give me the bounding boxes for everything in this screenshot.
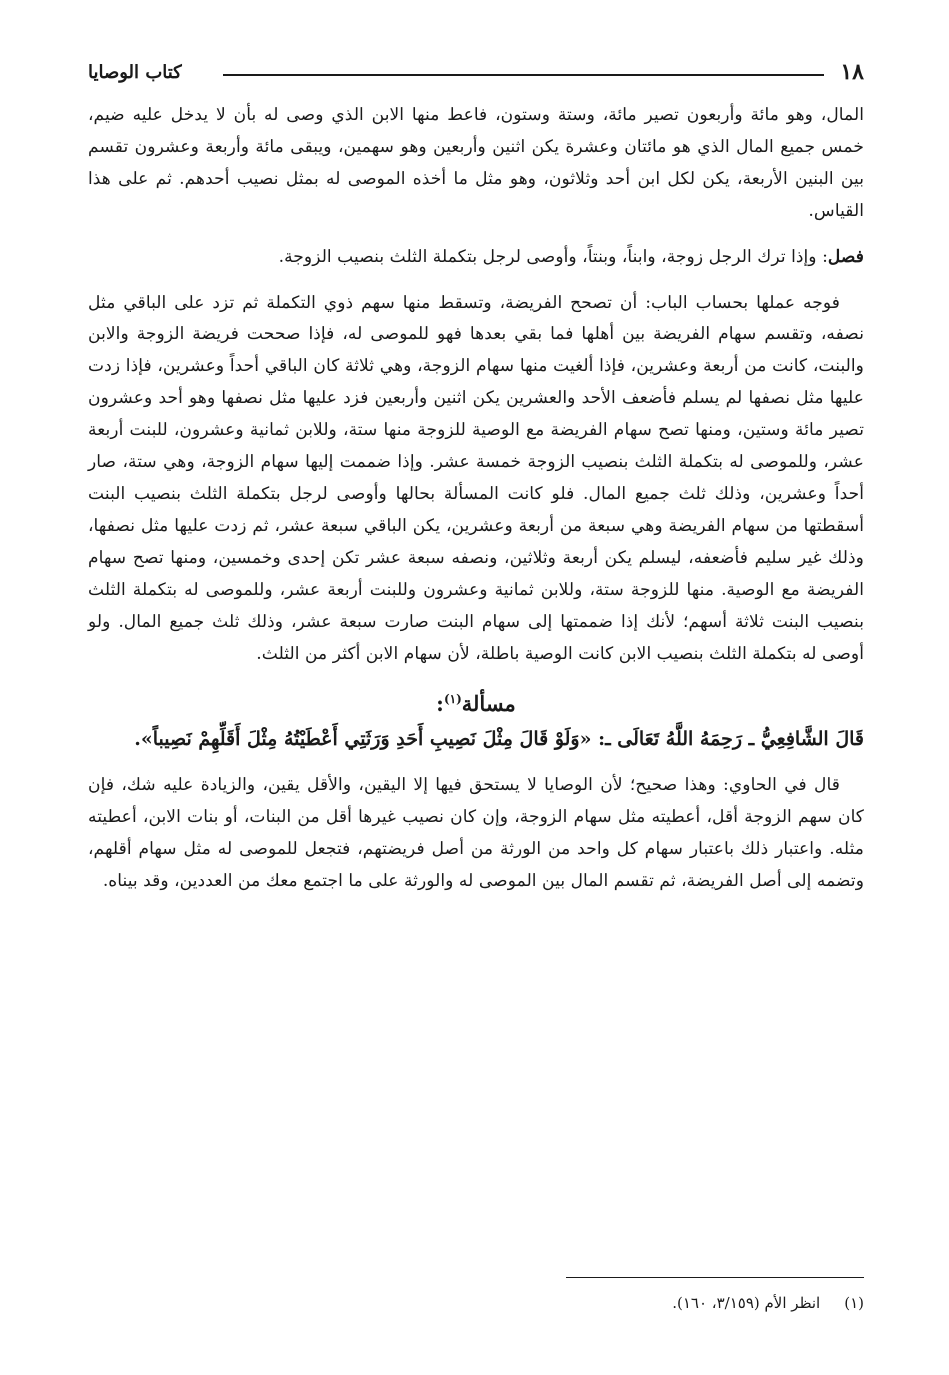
footnote-number: (١) (844, 1294, 864, 1312)
footnote-area (88, 1277, 864, 1314)
shafii-quote: قَالَ الشَّافِعِيُّ ـ رَحِمَهُ اللَّهُ تَعَالَى ـ: «وَلَوْ قَالَ مِثْلَ نَصِيبِ أَحَدِ وَرَثَتِي أَعْطَيْتُهُ مِثْلَ أَقَلِّهِمْ نَصِيباً». (134, 728, 864, 751)
masala-colon: : (436, 691, 444, 717)
footnote-text: انظر الأم (٣/١٥٩، ١٦٠). (672, 1294, 821, 1312)
running-header (88, 52, 864, 92)
paragraph-1: المال، وهو مائة وأربعون تصير مائة، وستة وستون، فاعط منها الابن الذي وصى له بأن لا يدخل عليه ضيم، خمس جميع المال الذي هو مائتان وعشرة يكن اثنين وأربعين وهو سهمين، ويبقى مائة وأربعة وعشرون تقسم بين البنين الأربعة، يكن لكل ابن أحد وثلاثون، وهو مثل ما أخذه الموصى له بمثل نصيب أحدهم. ثم على هذا القياس. (88, 105, 864, 221)
book-title: كتاب الوصايا (88, 61, 182, 83)
paragraph-calculation: فوجه عملها بحساب الباب: أن تصحح الفريضة، وتسقط منها سهم ذوي التكملة ثم تزد على الباقي مثل نصفه، وتقسم سهام الفريضة بين أهلها فما بقي بعدها فهو للموصى له، فإذا صححت فريضة الزوجة والابن والبنت، كانت من أربعة وعشرين، فإذا ألغيت منها سهام الزوجة، وهي ثلاثة كان الباقي أحداً وعشرين، فإذا زدت عليها مثل نصفها لم يسلم فأضعف الأحد والعشرين يكن اثنين وأربعين فزد عليها مثل نصفها وهو أحد وعشرون تصير مائة وستين، ومنها تصح سهام الفريضة مع الوصية للزوجة منها ستة، وللابن ثمانية وعشرون، للبنت أربعة عشر، وللموصى له بتكملة الثلث بنصيب الزوجة خمسة عشر. وإذا ضممت إليها سهام الزوجة، وهي ستة، صار أحداً وعشرين، وذلك ثلث جميع المال. فلو كانت المسألة بحالها وأوصى لرجل بتكملة الثلث بنصيب البنت أسقطتها من سهام الفريضة وهي سبعة من أربعة وعشرين، يكن الباقي سبعة عشر، ثم زدت عليها مثل نصفها، وذلك غير سليم فأضعفه، ليسلم يكن أربعة وثلاثين، ونصفه سبعة عشر تكن إحدى وخمسين، ومنها تصح سهام الفريضة مع الوصية. منها للزوجة ستة، وللابن ثمانية وعشرون وللبنت أربعة عشر، وللموصى له بتكملة الثلث بنصيب البنت ثلاثة أسهم؛ لأنك إذا ضممتها إلى سهام البنت صارت سبعة عشر، وذلك ثلث جميع المال. ولو أوصى له بتكملة الثلث بنصيب الابن كانت الوصية باطلة، لأن سهام الابن أكثر من الثلث. (88, 292, 864, 664)
paragraph-hawi: قال في الحاوي: وهذا صحيح؛ لأن الوصايا لا يستحق فيها إلا اليقين، والأقل يقين، والزيادة عليه شك، فإن كان سهم الزوجة أقل، أعطيته مثل سهام الزوجة، وإن كان نصيب غيرها أقل من البنات، أو بنات الابن، أعطيته مثله. واعتبار ذلك باعتبار سهام كل واحد من الورثة من أصل فريضتهم، فتجعل للموصى له مثل سهام أقلهم، وتضمه إلى أصل الفريضة، ثم تقسم المال بين الموصى له والورثة على ما اجتمع معك من العددين، وقد بيناه. (88, 775, 864, 892)
masala-heading (88, 684, 864, 719)
header-rule (223, 74, 824, 76)
paragraph-fasl (88, 242, 864, 274)
fasl-text: : وإذا ترك الرجل زوجة، وابناً، وبنتاً، وأوصى لرجل بتكملة الثلث بنصيب الزوجة. (278, 246, 828, 267)
footnote-reference: (١) (443, 692, 462, 707)
page-body (88, 100, 864, 898)
footnote-rule (566, 1277, 864, 1278)
page-number: ١٨ (840, 59, 864, 85)
masala-title: مسألة (461, 691, 516, 717)
fasl-label: فصل (827, 246, 864, 267)
footnote (88, 1292, 864, 1314)
book-page (88, 52, 864, 912)
